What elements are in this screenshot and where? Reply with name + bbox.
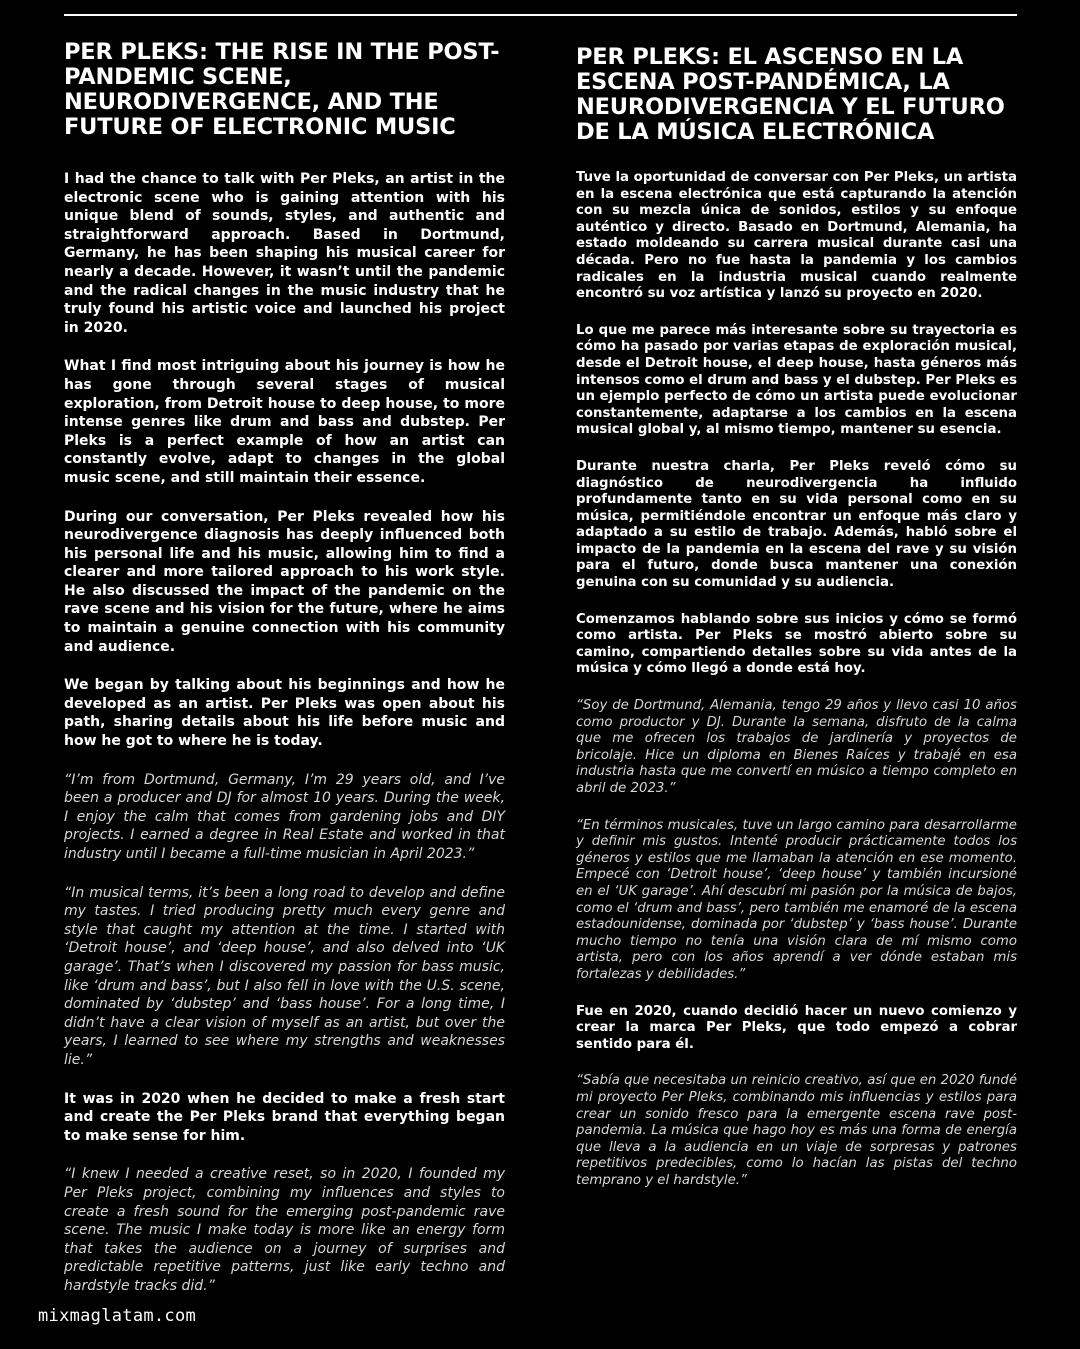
spanish-column [576,40,1017,1209]
english-paragraph: I had the chance to talk with Per Pleks, an artist in the electronic scene who is gaining attention with his unique blend of sounds, styles, and authentic and straightforward approach. Based in Dortmund, Germany, he has been shaping his musical career for nearly a decade. However, it wasn’t until the pandemic and the radical changes in the music industry that he truly found his artistic voice and launched his project in 2020. [64,171,505,336]
english-quote: “In musical terms, it’s been a long road to develop and define my tastes. I tried producing pretty much every genre and style that caught my attention at the time. I started with ‘Detroit house’, and ‘deep house’, and also delved into ‘UK garage’. That’s when I discovered my passion for bass music, like ‘drum and bass’, but I also fell in love with the U.S. scene, dominated by ‘dubstep’ and ‘bass house’. For a long time, I didn’t have a clear vision of myself as an artist, but over the years, I learned to see where my strengths and weaknesses lie.” [64,884,505,1068]
english-column [64,40,505,1315]
spanish-paragraph: Fue en 2020, cuando decidió hacer un nuevo comienzo y crear la marca Per Pleks, que todo empezó a cobrar sentido para él. [576,1003,1017,1052]
spanish-paragraph: Durante nuestra charla, Per Pleks reveló cómo su diagnóstico de neurodivergencia ha influido profundamente tanto en su vida personal como en su música, permitiéndole encontrar un enfoque más claro y adaptado a su estilo de trabajo. Además, habló sobre el impacto de la pandemia en la escena del rave y su visión para el futuro, donde busca mantener una conexión genuina con su comunidad y su audiencia. [576,458,1017,591]
spanish-paragraph: Lo que me parece más interesante sobre su trayectoria es cómo ha pasado por varias etapas de exploración musical, desde el Detroit house, el deep house, hasta géneros más intensos como el drum and bass y el dubstep. Per Pleks es un ejemplo perfecto de cómo un artista puede evolucionar constantemente, adaptarse a los cambios en la escena musical global y, al mismo tiempo, mantener su esencia. [576,322,1017,438]
spanish-quote: “Sabía que necesitaba un reinicio creativo, así que en 2020 fundé mi proyecto Per Pleks, combinando mis influencias y estilos para crear un sonido fresco para la emergente escena rave post-pandemia. La música que hago hoy es más una forma de energía que lleva a la audiencia en un viaje de sorpresas y patrones repetitivos predecibles, como lo hacían las pistas del techno temprano y el hardstyle.” [576,1073,1017,1188]
english-paragraph: During our conversation, Per Pleks revealed how his neurodivergence diagnosis has deeply influenced both his personal life and his music, allowing him to find a clearer and more tailored approach to his work style. He also discussed the impact of the pandemic on the rave scene and his vision for the future, where he aims to maintain a genuine connection with his community and audience. [64,508,505,655]
english-quote: “I knew I needed a creative reset, so in 2020, I founded my Per Pleks project, combining my influences and styles to create a fresh sound for the emerging post-pandemic rave scene. The music I make today is more like an energy form that takes the audience on a journey of surprises and predictable repetitive patterns, just like early techno and hardstyle tracks did.” [64,1166,505,1294]
spanish-title: PER PLEKS: EL ASCENSO EN LA ESCENA POST-PANDÉMICA, LA NEURODIVERGENCIA Y EL FUTURO DE LA MÚSICA ELECTRÓNICA [576,45,1005,145]
english-quote: “I’m from Dortmund, Germany, I’m 29 years old, and I’ve been a producer and DJ for almost 10 years. During the week, I enjoy the calm that comes from gardening jobs and DIY projects. I earned a degree in Real Estate and worked in that industry until I became a full-time musician in April 2023.” [64,771,505,862]
spanish-paragraph: Comenzamos hablando sobre sus inicios y cómo se formó como artista. Per Pleks se mostró abierto sobre su camino, compartiendo detalles sobre su vida antes de la música y cómo llegó a donde está hoy. [576,611,1017,677]
english-title: PER PLEKS: THE RISE IN THE POST-PANDEMIC SCENE, NEURODIVERGENCE, AND THE FUTURE OF ELECTRONIC MUSIC [64,40,500,140]
english-paragraph: We began by talking about his beginnings and how he developed as an artist. Per Pleks was open about his path, sharing details about his life before music and how he got to where he is today. [64,677,505,750]
english-paragraph: It was in 2020 when he decided to make a fresh start and create the Per Pleks brand that everything began to make sense for him. [64,1090,505,1144]
site-url: mixmaglatam.com [38,1306,197,1326]
spanish-paragraph: Tuve la oportunidad de conversar con Per Pleks, un artista en la escena electrónica que está capturando la atención con su mezcla única de sonidos, estilos y su enfoque auténtico y directo. Basado en Dortmund, Alemania, ha estado moldeando su carrera musical durante casi una década. Pero no fue hasta la pandemia y los cambios radicales en la industria musical cuando realmente encontró su voz artística y lanzó su proyecto en 2020. [576,170,1017,302]
spanish-quote: “Soy de Dortmund, Alemania, tengo 29 años y llevo casi 10 años como productor y DJ. Durante la semana, disfruto de la calma que me ofrecen los trabajos de jardinería y proyectos de bricolaje. Hice un diploma en Bienes Raíces y trabajé en esa industria hasta que me convertí en músico a tiempo completo en abril de 2023.” [576,698,1017,796]
spanish-quote: “En términos musicales, tuve un largo camino para desarrollarme y definir mis gustos. Intenté producir prácticamente todos los géneros y estilos que me llamaban la atención en ese momento. Empecé con ‘Detroit house’, ‘deep house’ y también incursioné en el ‘UK garage’. Ahí descubrí mi pasión por la música de bajos, como el ‘drum and bass’, pero también me enamoré de la escena estadounidense, dominada por ‘dubstep’ y ‘bass house’. Durante mucho tiempo no tenía una visión clara de mí mismo como artista, pero con los años aprendí a ver dónde estaban mis fortalezas y debilidades.” [576,817,1017,982]
english-paragraph: What I find most intriguing about his journey is how he has gone through several stages of musical exploration, from Detroit house to deep house, to more intense genres like drum and bass and dubstep. Per Pleks is a perfect example of how an artist can constantly evolve, adapt to changes in the global music scene, and still maintain their essence. [64,358,505,486]
top-divider [64,14,1017,16]
